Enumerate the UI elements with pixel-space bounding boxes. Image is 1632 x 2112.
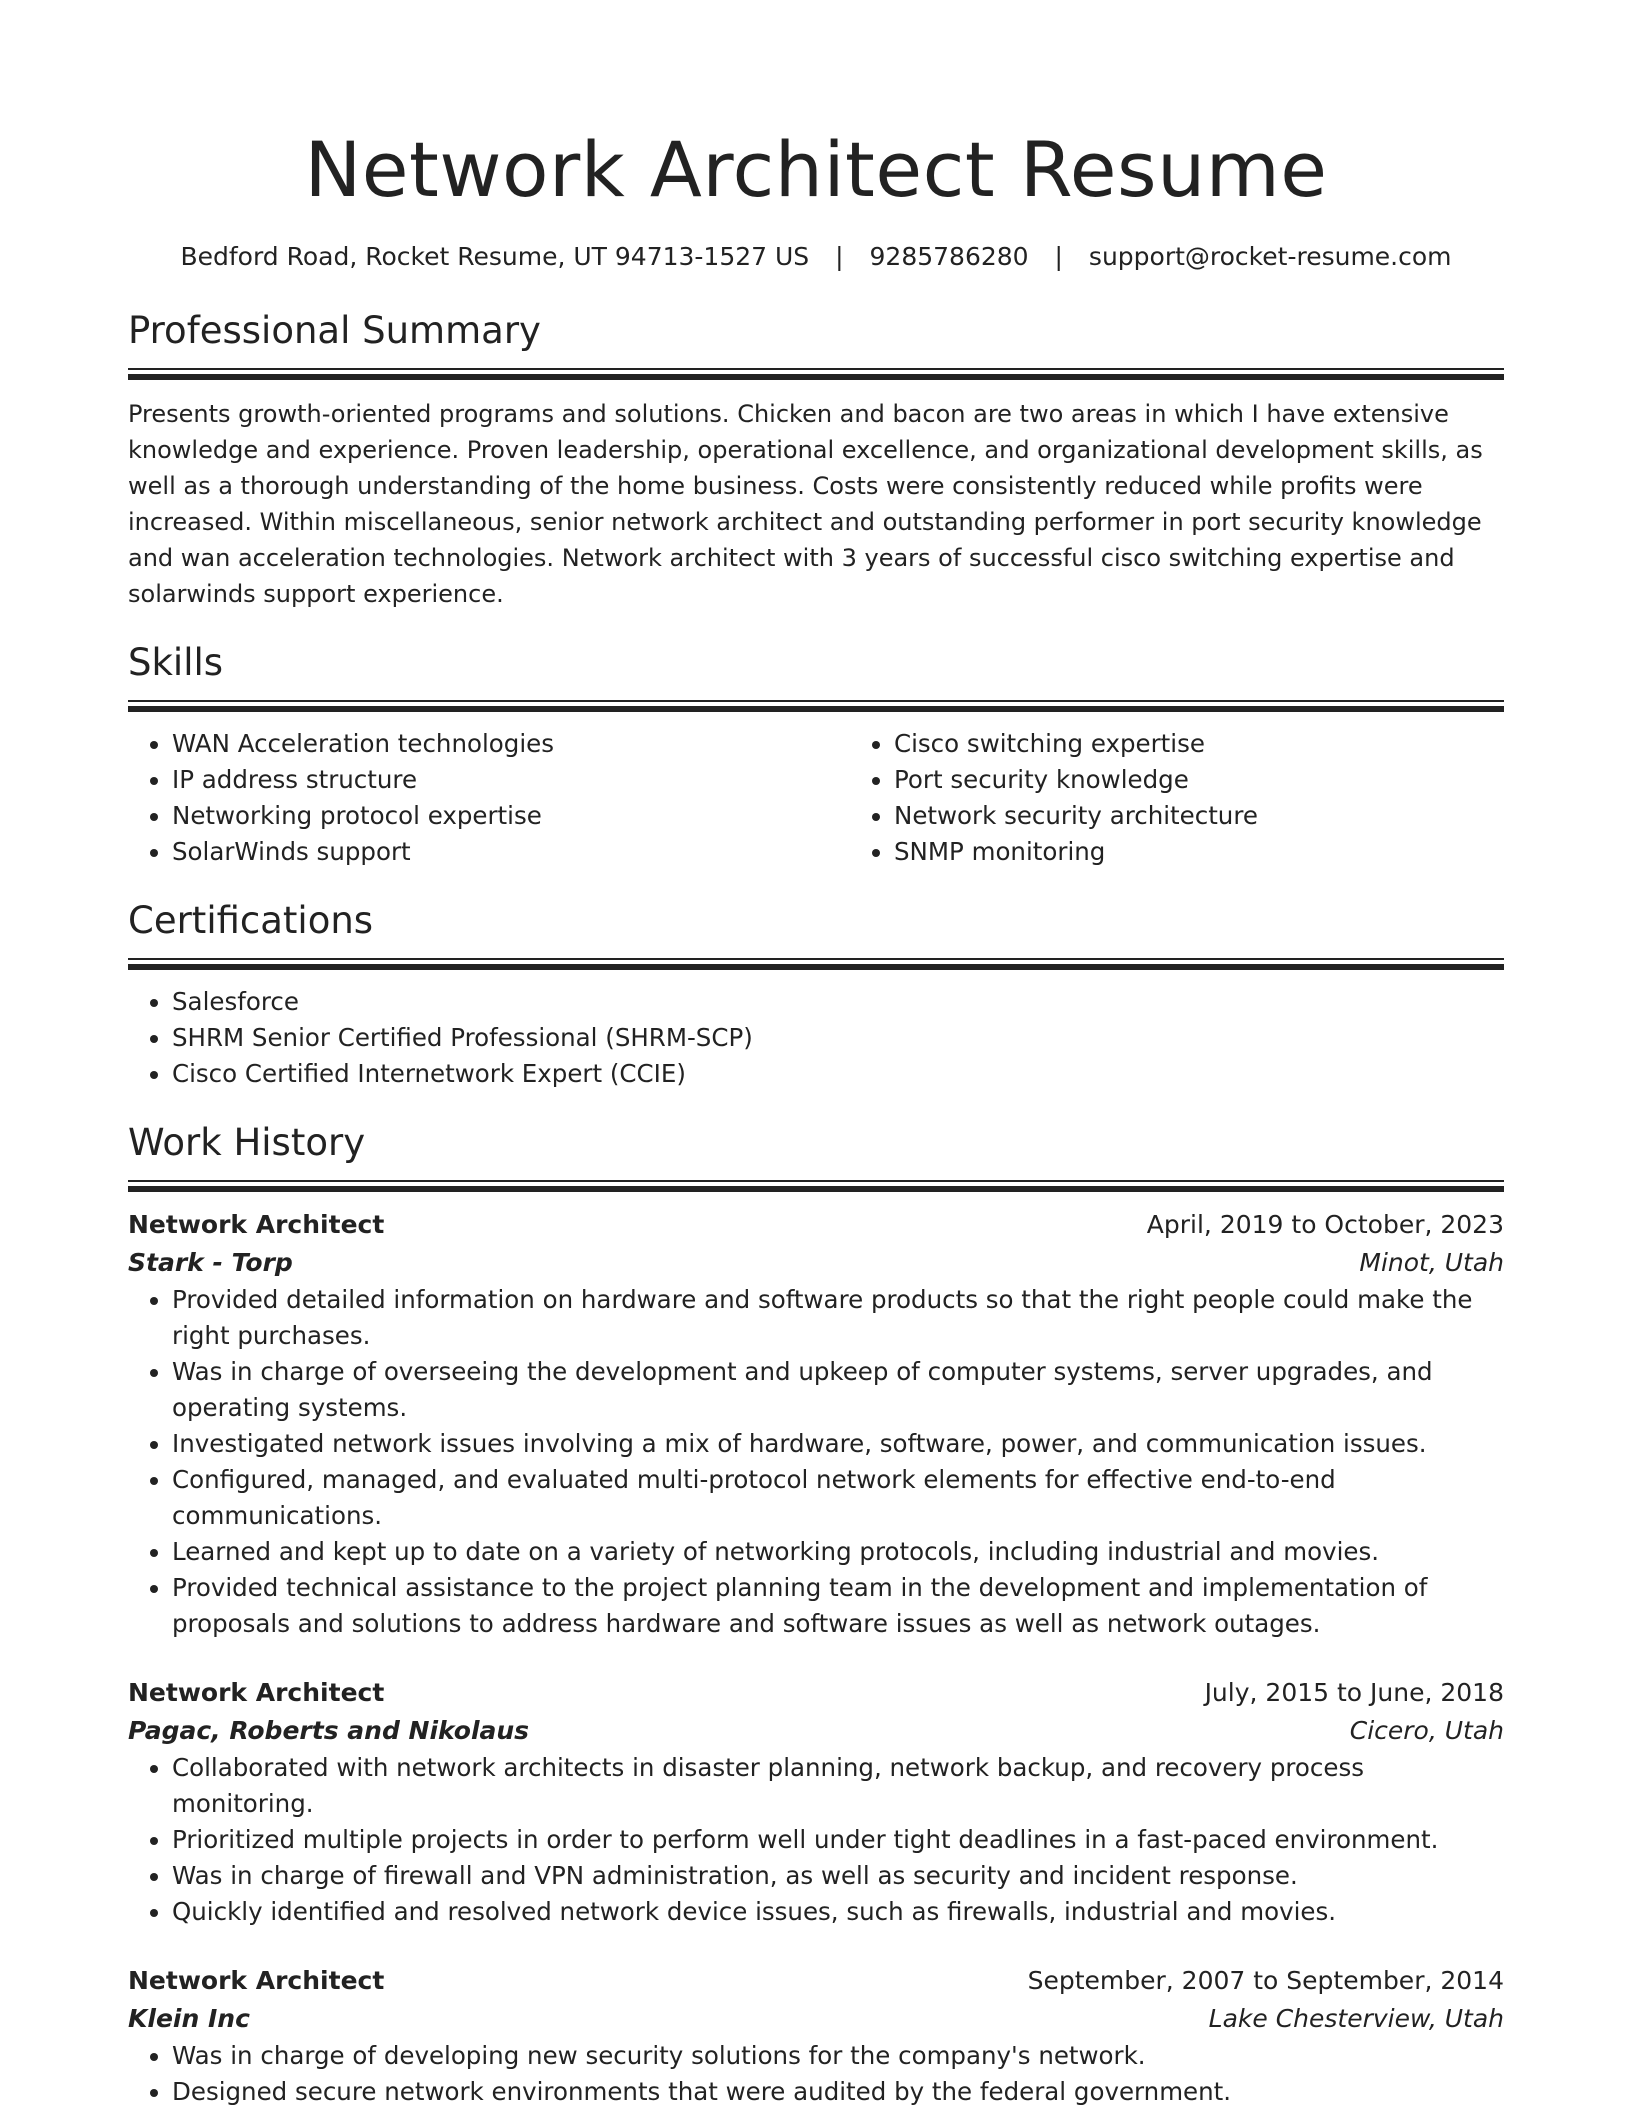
- job-duty: • Was in charge of developing new security solutions for the company's network.: [172, 2038, 1504, 2074]
- skill-item: • SNMP monitoring: [894, 834, 1572, 870]
- job-duties-list: [128, 2038, 1504, 2110]
- section-divider: [128, 1180, 1504, 1192]
- skill-item: • Networking protocol expertise: [172, 798, 850, 834]
- job-company: Stark - Torp: [128, 1248, 293, 1277]
- skill-item: • Network security architecture: [894, 798, 1572, 834]
- section-divider: [128, 368, 1504, 380]
- job-duty: • Quickly identified and resolved network device issues, such as firewalls, industrial and movies.: [172, 1894, 1504, 1930]
- job-location: Cicero, Utah: [1349, 1716, 1504, 1745]
- contact-line: [128, 240, 1504, 274]
- skills-left-list: [128, 726, 850, 870]
- job-company-row: [128, 1712, 1504, 1750]
- job-duty: • Provided detailed information on hardware and software products so that the right people could make the right purchases.: [172, 1282, 1504, 1354]
- job-title: Network Architect: [128, 1210, 385, 1239]
- job-company-row: [128, 1244, 1504, 1282]
- summary-section: [128, 308, 1504, 612]
- job-duty: • Learned and kept up to date on a variety of networking protocols, including industrial and movies.: [172, 1534, 1504, 1570]
- job-company: Pagac, Roberts and Nikolaus: [128, 1716, 530, 1745]
- skill-item: • IP address structure: [172, 762, 850, 798]
- job-entry: [128, 1206, 1504, 1642]
- skill-item: • Cisco switching expertise: [894, 726, 1572, 762]
- job-duties-list: [128, 1282, 1504, 1642]
- section-divider: [128, 700, 1504, 712]
- job-location: Lake Chesterview, Utah: [1208, 2004, 1504, 2033]
- job-title: Network Architect: [128, 1966, 385, 1995]
- contact-separator: |: [835, 242, 844, 271]
- work-history-heading: Work History: [128, 1121, 366, 1164]
- contact-separator: |: [1054, 242, 1063, 271]
- job-duty: • Was in charge of firewall and VPN administration, as well as security and incident response.: [172, 1858, 1504, 1894]
- job-duty: • Was in charge of overseeing the development and upkeep of computer systems, server upgrades, and operating systems.: [172, 1354, 1504, 1426]
- job-location: Minot, Utah: [1359, 1248, 1504, 1277]
- resume-page: [128, 0, 1504, 2110]
- summary-text: Presents growth-oriented programs and solutions. Chicken and bacon are two areas in which I have extensive knowledge and experience. Proven leadership, operational excellence, and organizational development skills, as well as a thorough understanding of the home business. Costs were consistently reduced while profits were increased. Within miscellaneous, senior network architect and outstanding performer in port security knowledge and wan acceleration technologies. Network architect with 3 years of successful cisco switching expertise and solarwinds support experience.: [128, 400, 1483, 608]
- certifications-section: [128, 898, 1504, 1092]
- section-divider: [128, 958, 1504, 970]
- skill-item: • SolarWinds support: [172, 834, 850, 870]
- job-header-row: [128, 1962, 1504, 2000]
- job-duty: • Collaborated with network architects in disaster planning, network backup, and recovery process monitoring.: [172, 1750, 1504, 1822]
- job-duty: • Investigated network issues involving a mix of hardware, software, power, and communication issues.: [172, 1426, 1504, 1462]
- contact-address: Bedford Road, Rocket Resume, UT 94713-1527 US: [180, 242, 810, 271]
- job-duty: • Configured, managed, and evaluated multi-protocol network elements for effective end-to-end communications.: [172, 1462, 1504, 1534]
- certification-item: • Cisco Certified Internetwork Expert (CCIE): [172, 1056, 1504, 1092]
- resume-title: Network Architect Resume: [304, 125, 1328, 214]
- skills-columns: [128, 726, 1504, 870]
- skill-item: • Port security knowledge: [894, 762, 1572, 798]
- skill-item: • WAN Acceleration technologies: [172, 726, 850, 762]
- job-header-row: [128, 1674, 1504, 1712]
- skills-right-list: [850, 726, 1572, 870]
- job-duties-list: [128, 1750, 1504, 1930]
- job-company-row: [128, 2000, 1504, 2038]
- certifications-list: [128, 984, 1504, 1092]
- work-history-section: [128, 1120, 1504, 2110]
- job-title: Network Architect: [128, 1678, 385, 1707]
- certification-item: • SHRM Senior Certified Professional (SHRM-SCP): [172, 1020, 1504, 1056]
- job-duty: • Provided technical assistance to the project planning team in the development and implementation of proposals and solutions to address hardware and software issues as well as network outages.: [172, 1570, 1504, 1642]
- job-duty: • Designed secure network environments that were audited by the federal government.: [172, 2074, 1504, 2110]
- job-dates: July, 2015 to June, 2018: [1204, 1678, 1504, 1707]
- skills-heading: Skills: [128, 641, 224, 684]
- job-company: Klein Inc: [128, 2004, 250, 2033]
- job-header-row: [128, 1206, 1504, 1244]
- job-entry: [128, 1962, 1504, 2110]
- job-duty: • Prioritized multiple projects in order to perform well under tight deadlines in a fast-paced environment.: [172, 1822, 1504, 1858]
- summary-heading: Professional Summary: [128, 309, 541, 352]
- certification-item: • Salesforce: [172, 984, 1504, 1020]
- contact-email[interactable]: support@rocket-resume.com: [1088, 242, 1452, 271]
- certifications-heading: Certifications: [128, 899, 374, 942]
- job-dates: April, 2019 to October, 2023: [1146, 1210, 1504, 1239]
- job-entry: [128, 1674, 1504, 1930]
- job-dates: September, 2007 to September, 2014: [1027, 1966, 1504, 1995]
- skills-section: [128, 640, 1504, 870]
- contact-phone[interactable]: 9285786280: [869, 242, 1029, 271]
